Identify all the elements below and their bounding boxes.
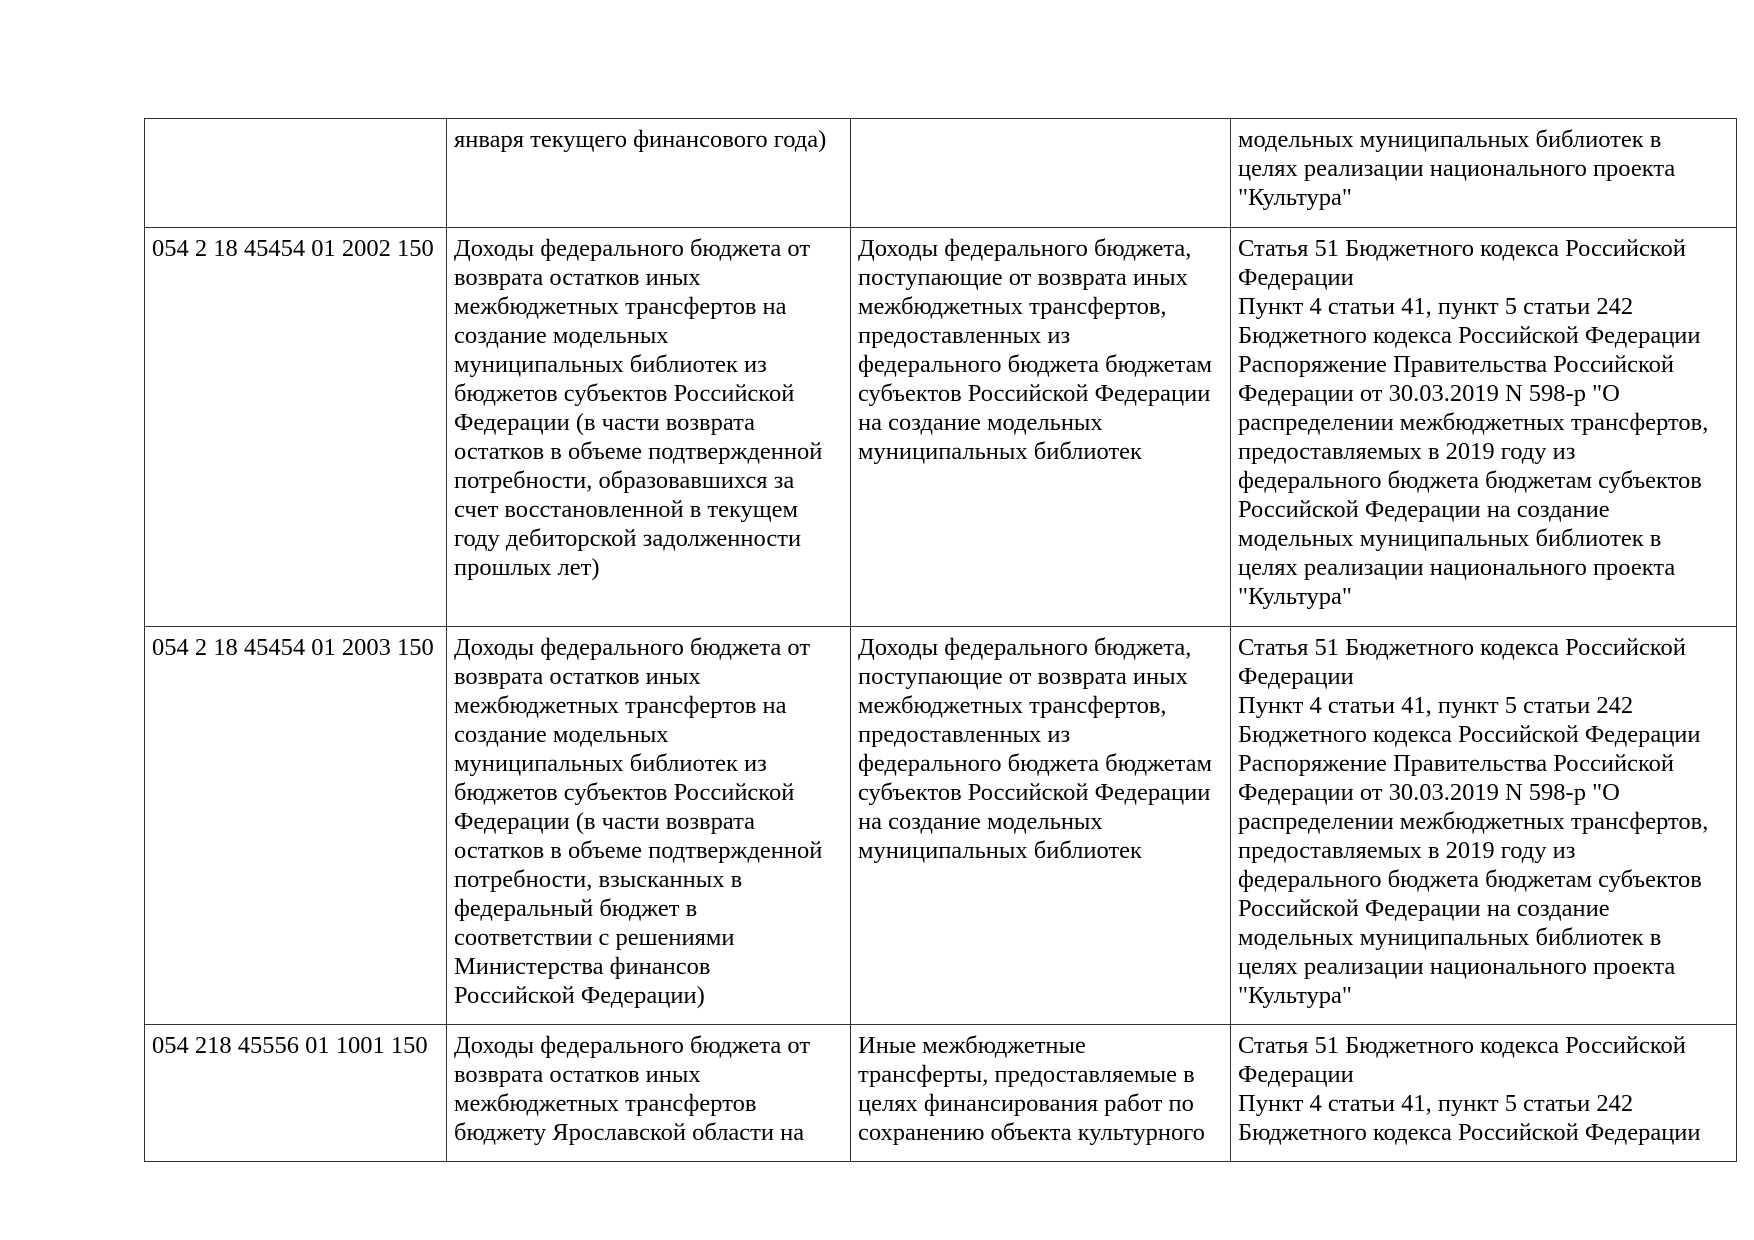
table-row xyxy=(145,119,1737,228)
name-cell: января текущего финансового года) xyxy=(447,119,851,228)
code-cell xyxy=(145,119,447,228)
basis-cell: Статья 51 Бюджетного кодекса Российской Федерации Пункт 4 статьи 41, пункт 5 статьи 242 Бюджетного кодекса Российской Федерации xyxy=(1231,1025,1737,1162)
table-row xyxy=(145,1025,1737,1162)
name-cell: Доходы федерального бюджета от возврата остатков иных межбюджетных трансфертов на создание модельных муниципальных библиотек из бюджетов субъектов Российской Федерации (в части возврата остатков в объеме подтвержденной потребности, взысканных в федеральный бюджет в соответствии с решениями Министерства финансов Российской Федерации) xyxy=(447,627,851,1025)
basis-cell: модельных муниципальных библиотек в целях реализации национального проекта "Культура" xyxy=(1231,119,1737,228)
name-cell: Доходы федерального бюджета от возврата остатков иных межбюджетных трансфертов на создание модельных муниципальных библиотек из бюджетов субъектов Российской Федерации (в части возврата остатков в объеме подтвержденной потребности, образовавшихся за счет восстановленной в текущем году дебиторской задолженности прошлых лет) xyxy=(447,228,851,627)
code-cell: 054 218 45556 01 1001 150 xyxy=(145,1025,447,1162)
purpose-cell: Доходы федерального бюджета, поступающие от возврата иных межбюджетных трансфертов, предоставленных из федерального бюджета бюджетам субъектов Российской Федерации на создание модельных муниципальных библиотек xyxy=(851,627,1231,1025)
table-row xyxy=(145,228,1737,627)
name-cell: Доходы федерального бюджета от возврата остатков иных межбюджетных трансфертов бюджету Ярославской области на xyxy=(447,1025,851,1162)
purpose-cell xyxy=(851,119,1231,228)
table-row xyxy=(145,627,1737,1025)
basis-cell: Статья 51 Бюджетного кодекса Российской Федерации Пункт 4 статьи 41, пункт 5 статьи 242 Бюджетного кодекса Российской Федерации Распоряжение Правительства Российской Федерации от 30.03.2019 N 598-р "О распределении межбюджетных трансфертов, предоставляемых в 2019 году из федерального бюджета бюджетам субъектов Российской Федерации на создание модельных муниципальных библиотек в целях реализации национального проекта "Культура" xyxy=(1231,627,1737,1025)
purpose-cell: Иные межбюджетные трансферты, предоставляемые в целях финансирования работ по сохранению объекта культурного xyxy=(851,1025,1231,1162)
code-cell: 054 2 18 45454 01 2003 150 xyxy=(145,627,447,1025)
code-cell: 054 2 18 45454 01 2002 150 xyxy=(145,228,447,627)
purpose-cell: Доходы федерального бюджета, поступающие от возврата иных межбюджетных трансфертов, предоставленных из федерального бюджета бюджетам субъектов Российской Федерации на создание модельных муниципальных библиотек xyxy=(851,228,1231,627)
basis-cell: Статья 51 Бюджетного кодекса Российской Федерации Пункт 4 статьи 41, пункт 5 статьи 242 Бюджетного кодекса Российской Федерации Распоряжение Правительства Российской Федерации от 30.03.2019 N 598-р "О распределении межбюджетных трансфертов, предоставляемых в 2019 году из федерального бюджета бюджетам субъектов Российской Федерации на создание модельных муниципальных библиотек в целях реализации национального проекта "Культура" xyxy=(1231,228,1737,627)
budget-codes-table xyxy=(144,118,1737,1162)
